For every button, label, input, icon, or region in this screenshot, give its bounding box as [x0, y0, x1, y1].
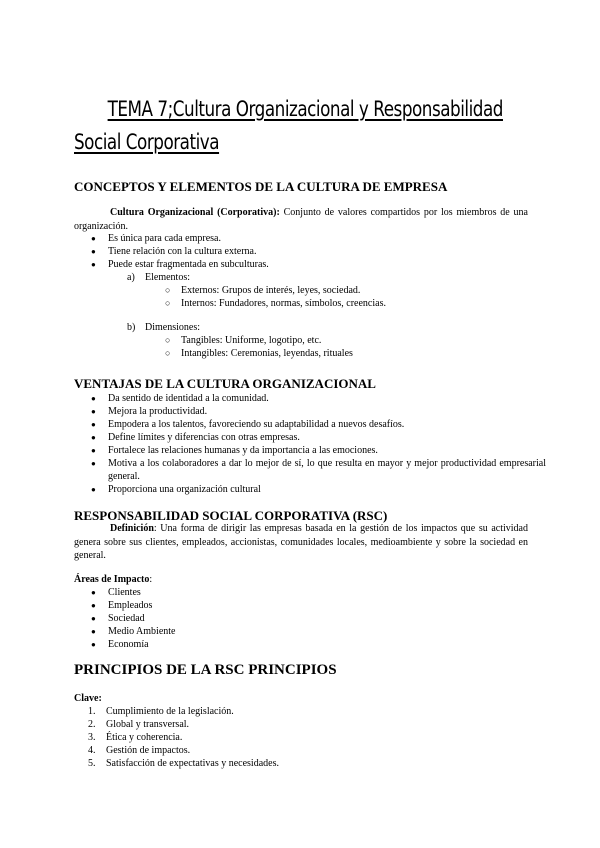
bullet-icon: ●: [91, 614, 96, 623]
circle-list-dimensiones: [165, 334, 353, 360]
list-item: ● Motiva a los colaboradores a dar lo mejor de sí, lo que resulta en mayor y mejor productividad empresarial general.: [91, 458, 546, 482]
bullet-icon: ●: [91, 420, 96, 429]
sublist-label-b: b): [127, 322, 136, 333]
list-item: 4. Gestión de impactos.: [88, 745, 191, 756]
bullet-icon: ●: [91, 407, 96, 416]
list-item: ● Proporciona una organización cultural: [91, 484, 261, 495]
bullet-list-cultura: [91, 232, 269, 271]
definition-cultura: [74, 206, 528, 233]
numbered-list-principios: [88, 705, 279, 770]
list-item: ● Define límites y diferencias con otras empresas.: [91, 432, 300, 443]
sublist-title-elementos: Elementos:: [145, 272, 190, 283]
list-item: ○ Intangibles: Ceremonias, leyendas, rituales: [165, 348, 353, 359]
definition-text: Conjunto de valores compartidos por los miembros de una organización.: [74, 207, 528, 232]
title-line-1: TEMA 7;Cultura Organizacional y Responsabilidad: [107, 97, 503, 121]
list-item: ● Da sentido de identidad a la comunidad.: [91, 393, 269, 404]
list-item: ● Mejora la productividad.: [91, 406, 208, 417]
bullet-icon: ●: [91, 234, 96, 243]
list-item: ● Empleados: [91, 600, 153, 611]
list-item: ● Sociedad: [91, 613, 145, 624]
list-item: ○ Externos: Grupos de interés, leyes, sociedad.: [165, 285, 361, 296]
areas-label: Áreas de Impacto:: [74, 574, 153, 585]
list-item: ● Empodera a los talentos, favoreciendo su adaptabilidad a nuevos desafíos.: [91, 419, 405, 430]
list-item: 5. Satisfacción de expectativas y necesidades.: [88, 758, 279, 769]
page-title: [74, 93, 503, 159]
list-item: ● Clientes: [91, 587, 141, 598]
list-item: ○ Tangibles: Uniforme, logotipo, etc.: [165, 335, 322, 346]
list-item: ○ Internos: Fundadores, normas, símbolos, creencias.: [165, 298, 386, 309]
bullet-icon: ●: [91, 459, 96, 468]
list-item: 1. Cumplimiento de la legislación.: [88, 706, 234, 717]
definition-term: Definición: [110, 523, 154, 534]
bullet-icon: ●: [91, 588, 96, 597]
definition-rsc: [74, 522, 528, 563]
section-heading-principios: PRINCIPIOS DE LA RSC PRINCIPIOS: [74, 662, 337, 678]
list-item: ● Puede estar fragmentada en subculturas.: [91, 259, 269, 270]
principios-subheading: Clave:: [74, 693, 102, 704]
bullet-icon: ●: [91, 601, 96, 610]
bullet-icon: ●: [91, 394, 96, 403]
circle-bullet-icon: ○: [165, 335, 171, 345]
list-item: 3. Ética y coherencia.: [88, 732, 183, 743]
circle-bullet-icon: ○: [165, 285, 171, 295]
bullet-icon: ●: [91, 640, 96, 649]
list-item: 2. Global y transversal.: [88, 719, 190, 730]
definition-text: : Una forma de dirigir las empresas basada en la gestión de los impactos que su actividad genera sobre sus clientes, empleados, accionistas, comunidades locales, medioambiente y sobre la sociedad en general.: [74, 523, 528, 561]
list-item: ● Economía: [91, 639, 149, 650]
list-item: ● Fortalece las relaciones humanas y da importancia a las emociones.: [91, 445, 378, 456]
section-heading-rsc: RESPONSABILIDAD SOCIAL CORPORATIVA (RSC): [74, 508, 388, 523]
bullet-icon: ●: [91, 247, 96, 256]
sublist-label-a: a): [127, 272, 135, 283]
section-heading-conceptos: CONCEPTOS Y ELEMENTOS DE LA CULTURA DE EMPRESA: [74, 179, 448, 194]
bullet-list-ventajas: [91, 392, 546, 496]
sublist-title-dimensiones: Dimensiones:: [145, 322, 200, 333]
title-line-2: Social Corporativa: [74, 130, 220, 154]
bullet-icon: ●: [91, 433, 96, 442]
section-heading-ventajas: VENTAJAS DE LA CULTURA ORGANIZACIONAL: [74, 376, 376, 391]
bullet-icon: ●: [91, 627, 96, 636]
circle-list-elementos: [165, 284, 386, 310]
bullet-icon: ●: [91, 260, 96, 269]
bullet-icon: ●: [91, 485, 96, 494]
list-item: ● Es única para cada empresa.: [91, 233, 221, 244]
circle-bullet-icon: ○: [165, 298, 171, 308]
list-item: ● Tiene relación con la cultura externa.: [91, 246, 257, 257]
bullet-list-areas: [91, 586, 176, 651]
circle-bullet-icon: ○: [165, 348, 171, 358]
bullet-icon: ●: [91, 446, 96, 455]
definition-term: Cultura Organizacional (Corporativa):: [110, 207, 280, 218]
list-item: ● Medio Ambiente: [91, 626, 176, 637]
